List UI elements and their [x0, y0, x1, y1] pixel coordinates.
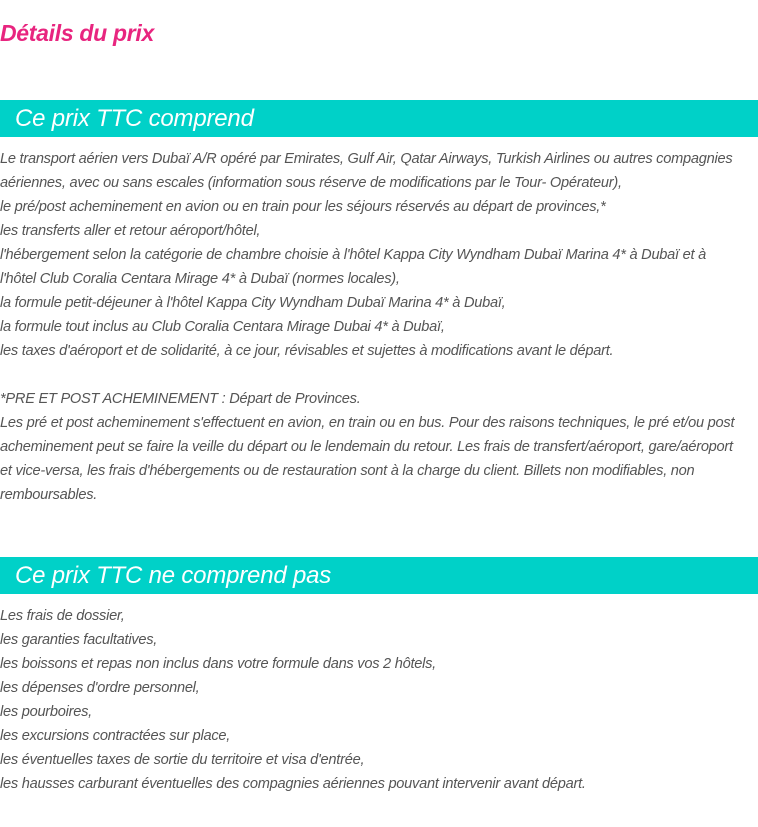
includes-section-header: Ce prix TTC comprend	[0, 100, 758, 137]
paragraph-spacer	[0, 363, 758, 387]
transfer-note-line: remboursables.	[0, 487, 98, 503]
includes-list	[0, 147, 758, 507]
includes-item: l'hôtel Club Coralia Centara Mirage 4* à Dubaï (normes locales),	[0, 271, 400, 287]
transfer-note-line: Les pré et post acheminement s'effectuent en avion, en train ou en bus. Pour des raisons techniques, le pré et/ou post	[0, 415, 735, 431]
excludes-list	[0, 604, 758, 796]
includes-item: Le transport aérien vers Dubaï A/R opéré par Emirates, Gulf Air, Qatar Airways, Turkish Airlines ou autres compagnies	[0, 151, 733, 167]
includes-item: les transferts aller et retour aéroport/hôtel,	[0, 223, 261, 239]
excludes-item: les dépenses d'ordre personnel,	[0, 680, 200, 696]
excludes-item: les boissons et repas non inclus dans votre formule dans vos 2 hôtels,	[0, 656, 436, 672]
includes-item: le pré/post acheminement en avion ou en train pour les séjours réservés au départ de provinces,*	[0, 199, 606, 215]
excludes-item: les excursions contractées sur place,	[0, 728, 231, 744]
transfer-note-title: *PRE ET POST ACHEMINEMENT : Départ de Provinces.	[0, 391, 361, 407]
excludes-item: les éventuelles taxes de sortie du territoire et visa d'entrée,	[0, 752, 365, 768]
includes-item: la formule petit-déjeuner à l'hôtel Kappa City Wyndham Dubaï Marina 4* à Dubaï,	[0, 295, 506, 311]
excludes-section-header: Ce prix TTC ne comprend pas	[0, 557, 758, 594]
excludes-item: les garanties facultatives,	[0, 632, 158, 648]
includes-item: aériennes, avec ou sans escales (information sous réserve de modifications par le Tour- Opérateur),	[0, 175, 622, 191]
page-title: Détails du prix	[0, 20, 154, 46]
excludes-item: les hausses carburant éventuelles des compagnies aériennes pouvant intervenir avant départ.	[0, 776, 586, 792]
excludes-item: Les frais de dossier,	[0, 608, 125, 624]
excludes-item: les pourboires,	[0, 704, 92, 720]
transfer-note-line: et vice-versa, les frais d'hébergements ou de restauration sont à la charge du client. Billets non modifiables, non	[0, 463, 695, 479]
includes-item: les taxes d'aéroport et de solidarité, à ce jour, révisables et sujettes à modifications avant le départ.	[0, 343, 614, 359]
includes-item: l'hébergement selon la catégorie de chambre choisie à l'hôtel Kappa City Wyndham Dubaï Marina 4* à Dubaï et à	[0, 247, 706, 263]
transfer-note-line: acheminement peut se faire la veille du départ ou le lendemain du retour. Les frais de transfert/aéroport, gare/aéroport	[0, 439, 733, 455]
includes-item: la formule tout inclus au Club Coralia Centara Mirage Dubai 4* à Dubaï,	[0, 319, 445, 335]
